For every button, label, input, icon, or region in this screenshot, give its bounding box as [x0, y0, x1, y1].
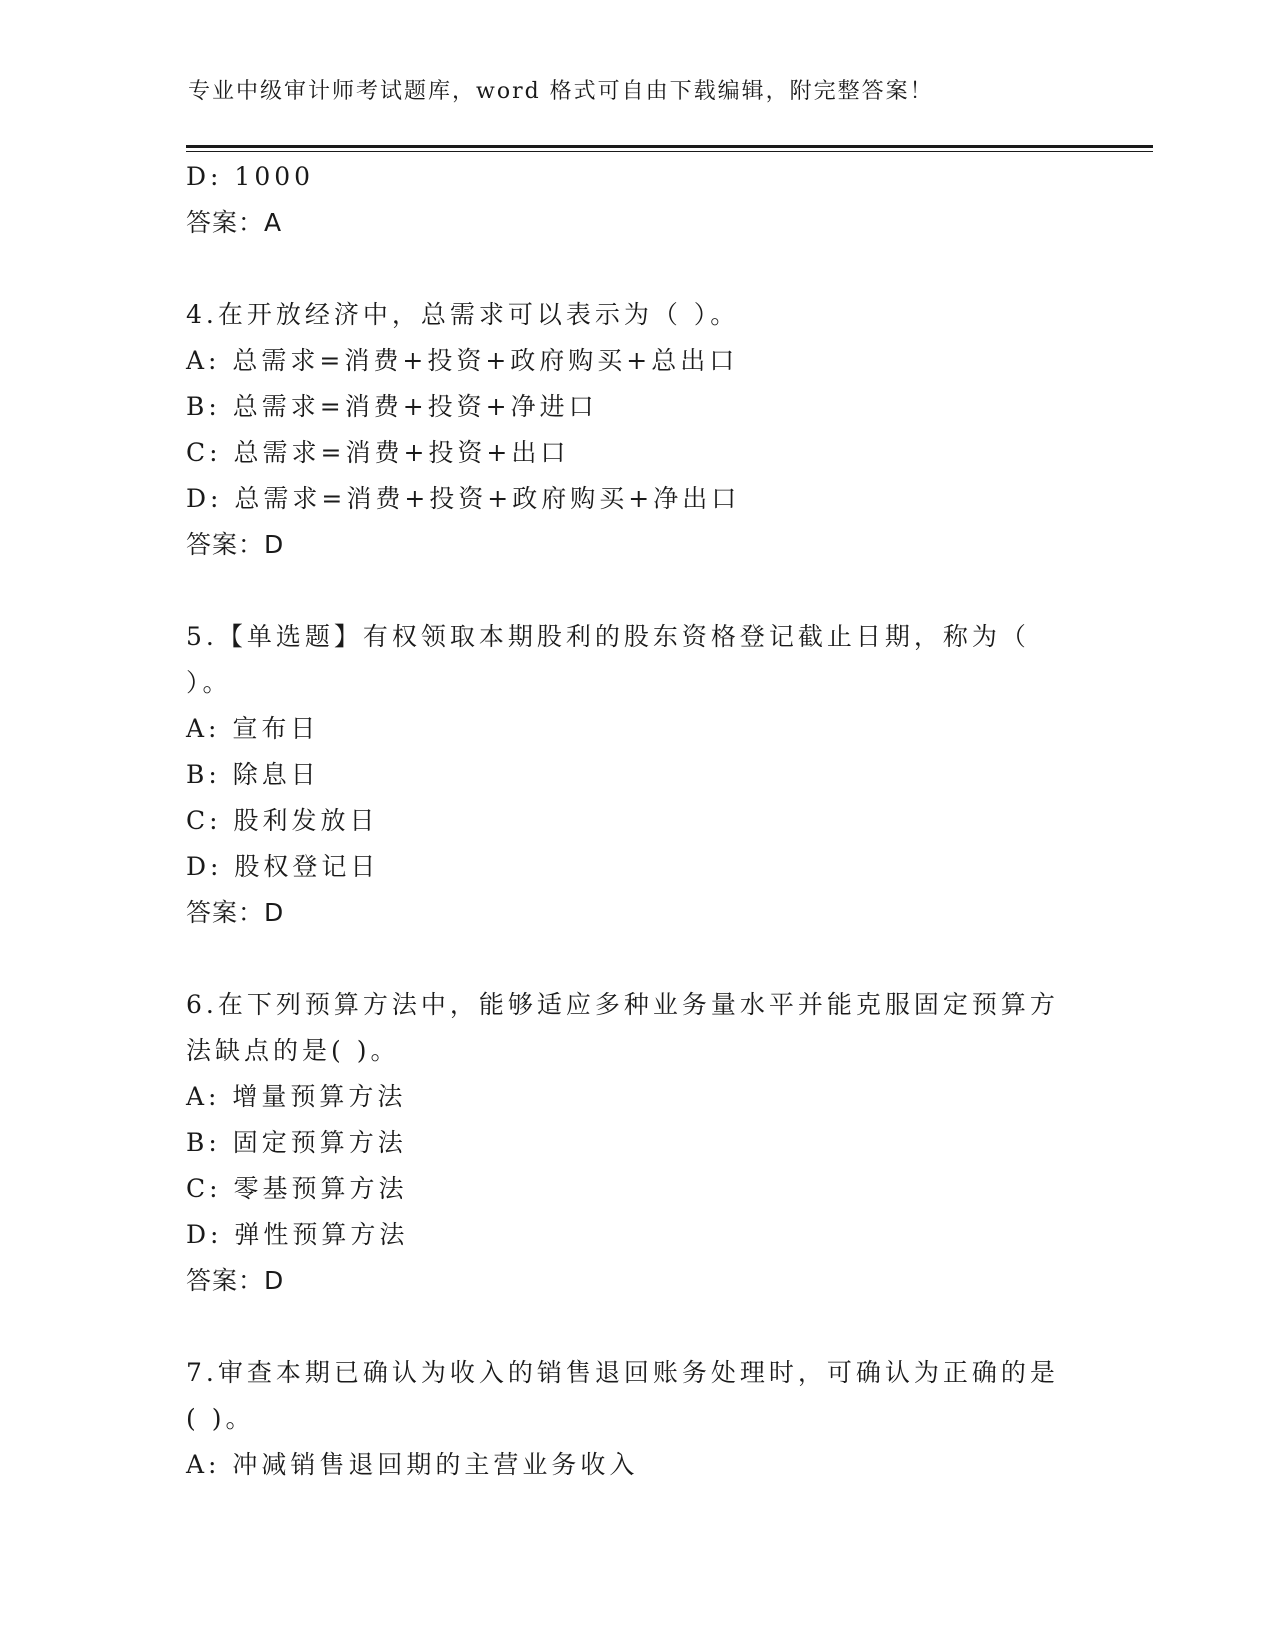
answer: 答案：D	[186, 530, 285, 559]
question-stem: 6.在下列预算方法中，能够适应多种业务量水平并能克服固定预算方法缺点的是( )。	[186, 990, 1059, 1065]
answer: 答案：D	[186, 1266, 285, 1295]
spacer	[186, 1304, 1086, 1350]
spacer	[186, 568, 1086, 614]
option-b: B: 除息日	[186, 760, 320, 789]
header-rule-thick	[186, 145, 1153, 148]
answer: 答案：A	[186, 208, 283, 237]
option-b: B: 总需求=消费+投资+净进口	[186, 392, 598, 421]
option-d: D: 总需求=消费+投资+政府购买+净出口	[186, 484, 741, 513]
page-header: 专业中级审计师考试题库，word 格式可自由下载编辑，附完整答案！	[188, 79, 934, 104]
option-a: A: 增量预算方法	[186, 1082, 407, 1111]
spacer	[186, 246, 1086, 292]
spacer	[186, 936, 1086, 982]
header-rule-thin	[186, 151, 1153, 152]
question-stem: 4.在开放经济中，总需求可以表示为（ ）。	[186, 300, 740, 329]
question-stem: 7.审查本期已确认为收入的销售退回账务处理时，可确认为正确的是( )。	[186, 1358, 1059, 1433]
option-a: A: 总需求=消费+投资+政府购买+总出口	[186, 346, 739, 375]
answer: 答案：D	[186, 898, 285, 927]
option-d: D: 股权登记日	[186, 852, 380, 881]
option-a: A: 宣布日	[186, 714, 320, 743]
option-d: D: 弹性预算方法	[186, 1220, 409, 1249]
option-c: C: 股利发放日	[186, 806, 379, 835]
option-c: C: 零基预算方法	[186, 1174, 408, 1203]
option-d: D: 1000	[186, 162, 315, 191]
option-c: C: 总需求=消费+投资+出口	[186, 438, 570, 467]
option-b: B: 固定预算方法	[186, 1128, 407, 1157]
option-a: A: 冲减销售退回期的主营业务收入	[186, 1450, 639, 1479]
question-list	[186, 154, 1086, 1488]
question-stem: 5.【单选题】有权领取本期股利的股东资格登记截止日期，称为（ ）。	[186, 622, 1030, 697]
